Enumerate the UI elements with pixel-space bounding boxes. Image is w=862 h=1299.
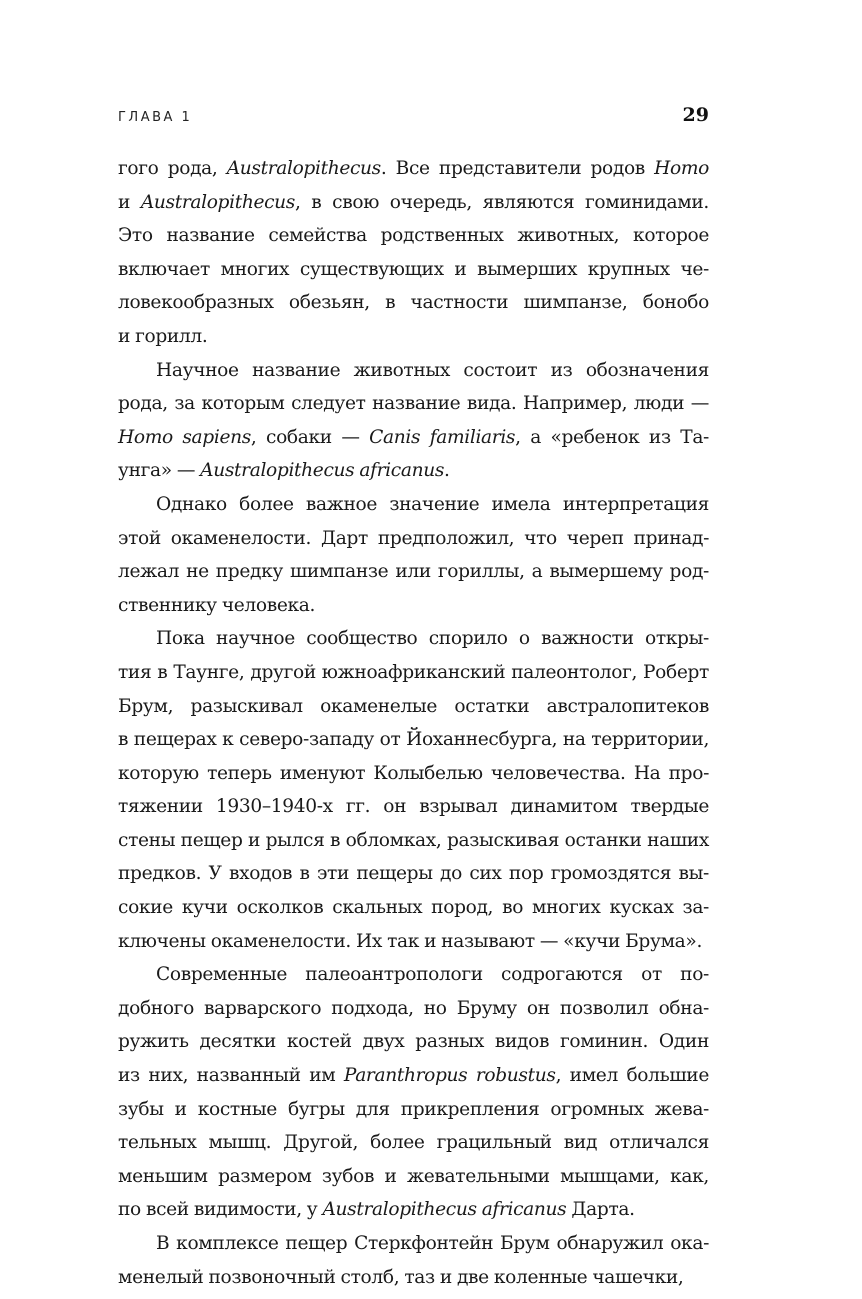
text-run: лежал не предку шимпанзе или гориллы, а вымершему род- [118, 561, 709, 583]
text-run: ключены окаменелости. Их так и называют — «кучи Брума». [118, 930, 703, 952]
text-run: . [444, 460, 450, 482]
text-run: унга» — [118, 460, 201, 482]
text-run: ственнику человека. [118, 594, 316, 616]
text-run: тия в Таунге, другой южноафриканский палеонтолог, Роберт [118, 661, 709, 683]
text-run: добного варварского подхода, но Бруму он позволил обна- [118, 997, 709, 1019]
text-run: по всей видимости, у [118, 1199, 323, 1221]
text-line [118, 1059, 709, 1093]
text-line [118, 286, 709, 320]
text-line [118, 992, 709, 1026]
text-run: Брум, разыскивал окаменелые остатки австралопитеков [118, 695, 709, 717]
text-run: которую теперь именуют Колыбелью человечества. На про- [118, 762, 709, 784]
text-run: тельных мышц. Другой, более грацильный вид отличался [118, 1132, 709, 1154]
italic-term: Australopithecus [140, 191, 295, 213]
italic-term: Paranthropus robustus [343, 1065, 556, 1087]
text-run: Пока научное сообщество спорило о важности откры- [156, 628, 709, 650]
page-number: 29 [682, 104, 709, 126]
text-run: меньшим размером зубов и жевательными мышцами, как, [118, 1165, 709, 1187]
text-line [118, 152, 709, 186]
text-line [118, 925, 709, 959]
text-line [118, 1227, 709, 1261]
text-line [118, 622, 709, 656]
text-line [118, 186, 709, 220]
text-line [118, 1193, 709, 1227]
text-line [118, 589, 709, 623]
text-line [118, 454, 709, 488]
text-run: Дарта. [566, 1199, 635, 1221]
text-run: Однако более важное значение имела интерпретация [156, 493, 709, 515]
body-text [118, 152, 709, 1294]
text-run: , собаки — [250, 426, 370, 448]
text-line [118, 1160, 709, 1194]
text-run: включает многих существующих и вымерших крупных че- [118, 258, 709, 280]
italic-term: Australopithecus [226, 158, 381, 179]
text-line [118, 320, 709, 354]
text-line [118, 219, 709, 253]
text-run: менелый позвоночный столб, таз и две коленные чашечки, [118, 1266, 684, 1288]
text-run: и горилл. [118, 325, 208, 347]
text-run: , в свою очередь, являются гоминидами. [294, 191, 709, 213]
text-run: этой окаменелости. Дарт предположил, что череп принад- [118, 527, 709, 549]
italic-term: Homo sapiens [118, 426, 251, 448]
page-header [118, 104, 709, 134]
text-run: в пещерах к северо-западу от Йоханнесбурга, на территории, [118, 729, 709, 751]
text-run: тяжении 1930–1940-х гг. он взрывал динамитом твердые [118, 796, 709, 818]
italic-term: Australopithecus africanus [200, 460, 445, 482]
text-run: рода, за которым следует название вида. Например, люди — [118, 393, 709, 415]
text-run: Это название семейства родственных животных, которое [118, 225, 709, 247]
text-run: , имел большие [555, 1065, 710, 1087]
text-run: Научное название животных состоит из обозначения [156, 359, 709, 381]
text-line [118, 656, 709, 690]
text-line [118, 354, 709, 388]
text-run: зубы и костные бугры для прикрепления огромных жева- [118, 1098, 709, 1120]
italic-term: Australopithecus africanus [322, 1199, 567, 1221]
text-run: ружить десятки костей двух разных видов гоминин. Один [118, 1031, 709, 1053]
text-line [118, 1261, 709, 1295]
text-line [118, 1126, 709, 1160]
text-line [118, 421, 709, 455]
text-line [118, 790, 709, 824]
text-line [118, 1025, 709, 1059]
italic-term: Homo [654, 158, 709, 179]
text-line [118, 253, 709, 287]
text-line [118, 891, 709, 925]
italic-term: Canis familiaris [369, 426, 516, 448]
text-run: гого рода, [118, 158, 227, 179]
text-line [118, 488, 709, 522]
chapter-label: ГЛАВА 1 [118, 110, 193, 125]
text-line [118, 522, 709, 556]
text-run: , а «ребенок из Та- [515, 426, 709, 448]
text-line [118, 723, 709, 757]
text-line [118, 387, 709, 421]
text-line [118, 824, 709, 858]
text-run: ловекообразных обезьян, в частности шимпанзе, бонобо [118, 292, 709, 314]
text-line [118, 757, 709, 791]
text-line [118, 958, 709, 992]
text-run: сокие кучи осколков скальных пород, во многих кусках за- [118, 897, 709, 919]
text-run: и [118, 191, 141, 213]
text-run: . Все представители родов [380, 158, 655, 179]
text-run: В комплексе пещер Стеркфонтейн Брум обнаружил ока- [156, 1233, 709, 1254]
text-run: из них, названный им [118, 1065, 344, 1087]
text-line [118, 690, 709, 724]
text-line [118, 1093, 709, 1127]
text-run: стены пещер и рылся в обломках, разыскивая останки наших [118, 829, 709, 851]
text-run: предков. У входов в эти пещеры до сих пор громоздятся вы- [118, 863, 709, 885]
text-line [118, 555, 709, 589]
text-run: Современные палеоантропологи содрогаются от по- [156, 964, 709, 986]
text-line [118, 857, 709, 891]
